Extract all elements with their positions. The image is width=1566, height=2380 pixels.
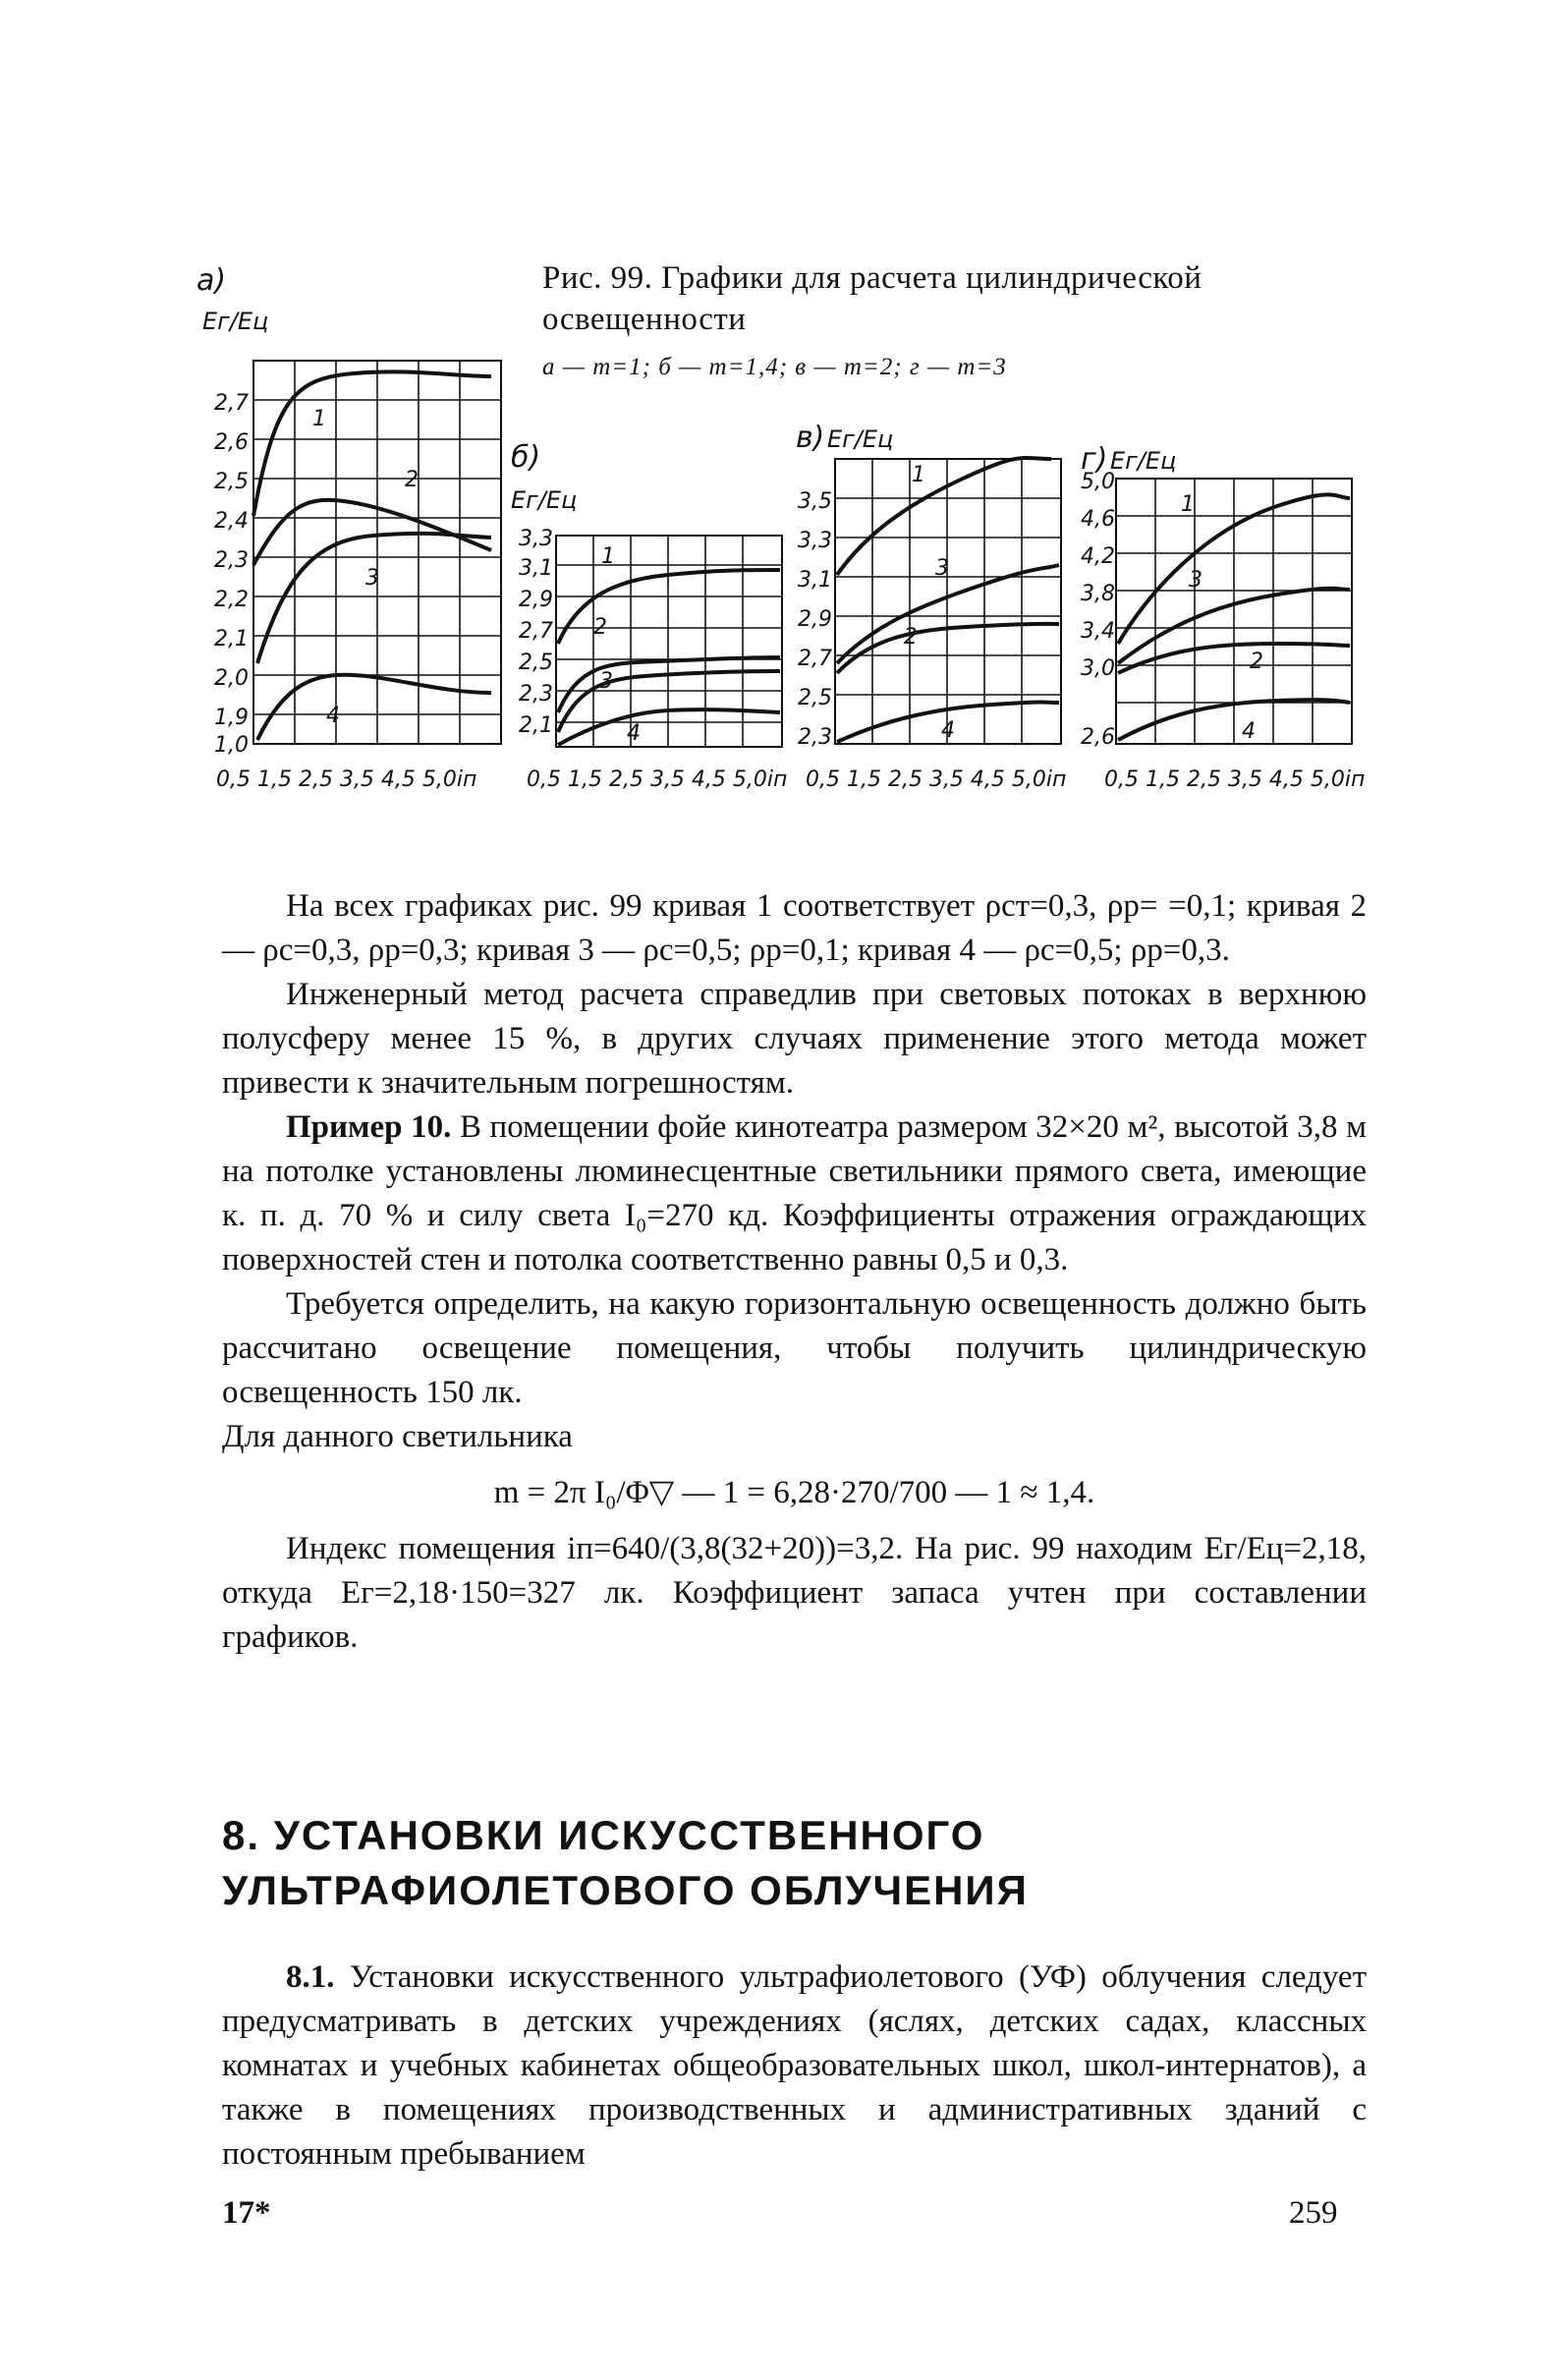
svg-text:3,3: 3,3: [519, 527, 553, 551]
svg-text:3: 3: [365, 566, 379, 591]
panel-b: [511, 440, 787, 792]
svg-text:2,9: 2,9: [798, 607, 832, 632]
svg-text:3: 3: [935, 556, 949, 581]
section-heading-line1: 8. УСТАНОВКИ ИСКУССТВЕННОГО: [222, 1812, 985, 1858]
svg-text:2,5: 2,5: [214, 470, 249, 494]
panel-b-letter: б): [511, 440, 541, 475]
svg-text:2: 2: [904, 625, 918, 650]
svg-text:2,5: 2,5: [798, 686, 832, 710]
figure-99: [196, 251, 1395, 860]
paragraph-requirement: Требуется определить, на какую горизонтальную освещенность должно быть рассчитано освещение помещения, чтобы получить цилиндрическую освещенность 150 лк.: [222, 1286, 1367, 1410]
svg-text:3,8: 3,8: [1081, 582, 1115, 606]
paragraph-room-index: Индекс помещения iп=640/(3,8(32+20))=3,2. На рис. 99 находим Eг/Eц=2,18, откуда Eг=2,18·150=327 лк. Коэффициент запаса учтен при составлении графиков.: [222, 1531, 1367, 1655]
svg-text:2,7: 2,7: [798, 647, 832, 671]
svg-text:3,1: 3,1: [798, 568, 832, 593]
svg-text:2,3: 2,3: [214, 548, 249, 573]
svg-text:2,1: 2,1: [214, 627, 249, 652]
panel-c-ylabel: Eг/Eц: [827, 425, 894, 453]
svg-text:1: 1: [601, 544, 615, 569]
svg-text:4: 4: [941, 718, 955, 743]
svg-text:2,6: 2,6: [1081, 725, 1115, 750]
svg-text:2: 2: [593, 615, 607, 640]
paragraph-method: Инженерный метод расчета справедлив при световых потоках в верхнюю полусферу менее 15 %, в других случаях применение этого метода может привести к значительным погрешностям.: [222, 977, 1367, 1101]
svg-text:2,0: 2,0: [214, 666, 249, 691]
example-text: В помещении фойе кинотеатра размером 32×20 м², высотой 3,8 м на потолке установлены люминесцентные светильники прямого света, имеющие к. п. д. 70 % и силу света I₀=270 кд. Коэффициенты отражения ограждающих поверхностей стен и потолка соответственно равны 0,5 и 0,3.: [222, 1109, 1368, 1277]
body-text-upper: [222, 884, 1367, 1660]
paragraph-example: [222, 1105, 1367, 1282]
panel-d-ylabel: Eг/Eц: [1110, 447, 1177, 475]
svg-text:2,3: 2,3: [519, 682, 553, 707]
section-heading-line2: УЛЬТРАФИОЛЕТОВОГО ОБЛУЧЕНИЯ: [222, 1867, 1029, 1913]
svg-text:1: 1: [1181, 492, 1195, 517]
panel-a-xlabel: 0,5 1,5 2,5 3,5 4,5 5,0iп: [216, 767, 477, 792]
panel-c: [796, 421, 1066, 792]
svg-text:3,3: 3,3: [798, 529, 832, 553]
paragraph-luminaire: Для данного светильника: [222, 1419, 573, 1454]
panel-d-letter: г): [1081, 442, 1108, 477]
example-label: Пример 10.: [286, 1109, 452, 1145]
svg-text:2,5: 2,5: [519, 651, 553, 675]
svg-text:2,1: 2,1: [519, 713, 553, 738]
svg-text:4: 4: [1242, 719, 1256, 744]
svg-text:3,1: 3,1: [519, 556, 553, 581]
paragraph-curves: На всех графиках рис. 99 кривая 1 соответствует ρст=0,3, ρр= =0,1; кривая 2 — ρс=0,3, ρр=0,3; кривая 3 — ρс=0,5; ρр=0,1; кривая 4 — ρс=0,5; ρр=0,3.: [222, 888, 1367, 968]
paragraph-8-1: [222, 1955, 1367, 2177]
svg-text:2,4: 2,4: [214, 509, 249, 534]
panel-b-xlabel: 0,5 1,5 2,5 3,5 4,5 5,0iп: [527, 767, 788, 792]
panel-a: [196, 263, 501, 792]
svg-text:4: 4: [326, 704, 340, 728]
svg-text:1: 1: [912, 463, 925, 487]
svg-text:3,4: 3,4: [1081, 619, 1115, 644]
svg-text:3: 3: [599, 669, 613, 694]
figure-caption-legend: а — m=1; б — m=1,4; в — m=2; г — m=3: [542, 354, 1007, 380]
panel-a-ylabel: Eг/Eц: [202, 308, 269, 335]
panel-b-ylabel: Eг/Eц: [511, 486, 578, 514]
section-heading: [222, 1808, 1367, 1918]
svg-text:1: 1: [312, 407, 326, 431]
svg-text:3: 3: [1189, 568, 1202, 593]
svg-text:1,9: 1,9: [214, 706, 249, 730]
figure-caption-title: Рис. 99. Графики для расчета цилиндрической освещенности: [542, 260, 1202, 337]
panel-a-letter: а): [196, 263, 227, 298]
svg-text:4,2: 4,2: [1081, 544, 1115, 569]
clause-text: Установки искусственного ультрафиолетового (УФ) облучения следует предусматривать в детских учреждениях (яслях, детских садах, классных комнатах и учебных кабинетах общеобразовательных школ, школ-интернатов), а также в помещениях производственных и административных зданий с постоянным пребыванием: [222, 1959, 1367, 2172]
panel-c-letter: в): [796, 421, 825, 455]
page-number: 259: [1289, 2195, 1338, 2231]
svg-text:2,7: 2,7: [214, 391, 249, 416]
svg-text:4,6: 4,6: [1081, 507, 1115, 532]
panel-d-xlabel: 0,5 1,5 2,5 3,5 4,5 5,0iп: [1104, 767, 1366, 792]
svg-text:2,7: 2,7: [519, 619, 553, 644]
svg-text:5,0: 5,0: [1081, 470, 1115, 494]
svg-text:4: 4: [627, 721, 641, 746]
svg-text:2,6: 2,6: [214, 430, 249, 455]
formula: m = 2π I₀/Φ▽ — 1 = 6,28·270/700 — 1 ≈ 1,4.: [493, 1475, 1095, 1510]
signature-mark: 17*: [222, 2195, 271, 2231]
panel-d: [1081, 442, 1365, 792]
svg-text:2,2: 2,2: [214, 588, 249, 612]
svg-text:1,0: 1,0: [214, 733, 249, 758]
svg-text:2: 2: [1250, 650, 1263, 674]
body-text-lower: [222, 1955, 1367, 2177]
svg-text:3,0: 3,0: [1081, 656, 1115, 681]
svg-text:2: 2: [405, 468, 419, 492]
clause-number: 8.1.: [286, 1959, 335, 1995]
svg-text:2,9: 2,9: [519, 588, 553, 612]
svg-text:3,5: 3,5: [798, 489, 832, 514]
panel-c-xlabel: 0,5 1,5 2,5 3,5 4,5 5,0iп: [806, 767, 1067, 792]
svg-text:2,3: 2,3: [798, 725, 832, 750]
